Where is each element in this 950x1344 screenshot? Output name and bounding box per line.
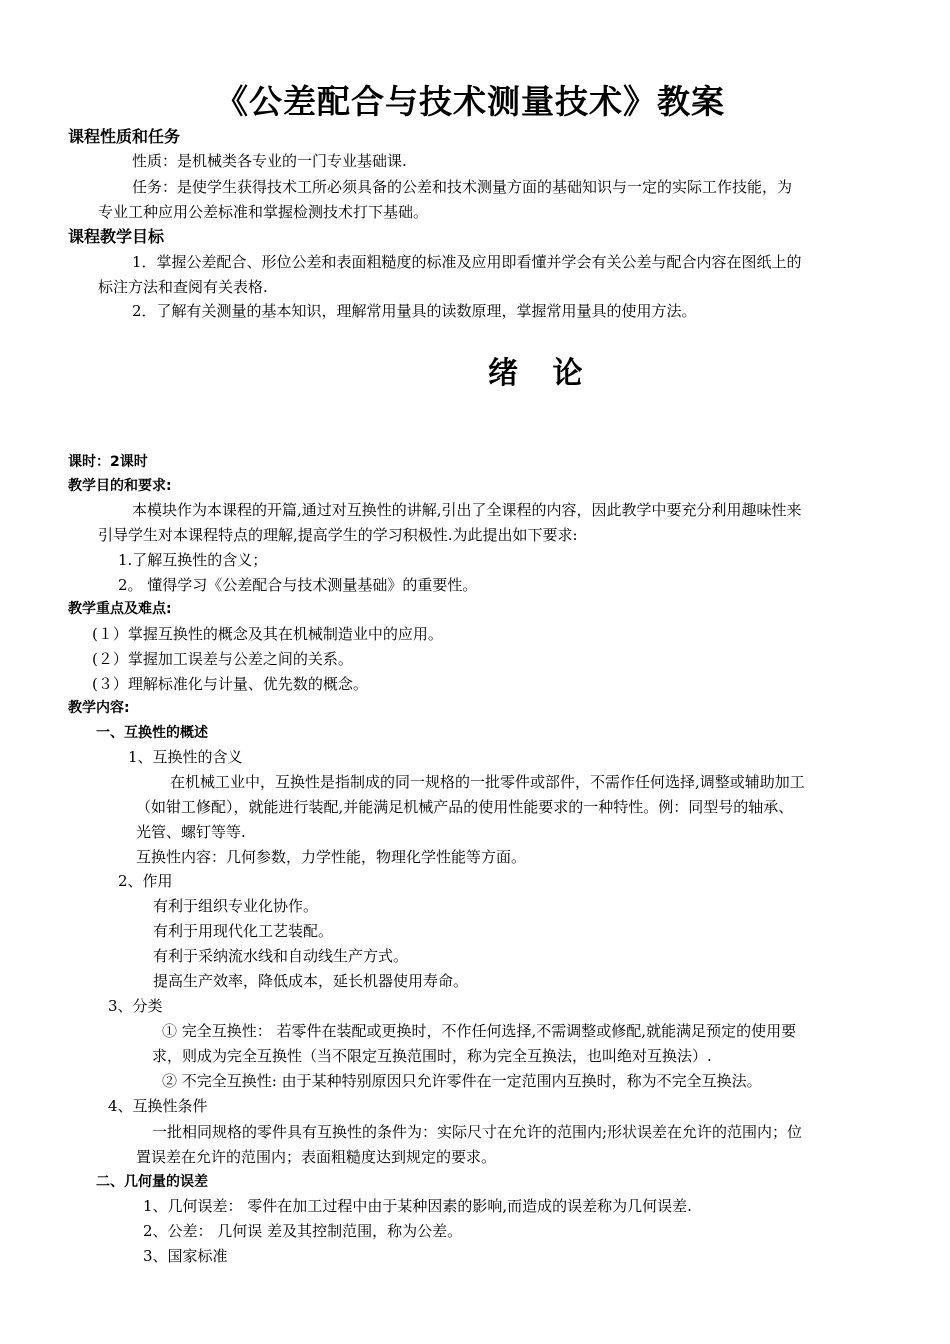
s1-1-para-line1: 在机械工业中，互换性是指制成的同一规格的一批零件或部件，不需作任何选择,调整或辅助加工 [170, 773, 805, 791]
chapter-title: 绪 论 [488, 356, 595, 391]
goal1-line2: 标注方法和查阅有关表格. [98, 278, 268, 296]
goals-heading: 课程教学目标 [68, 227, 165, 246]
purpose-heading: 教学目的和要求: [68, 478, 172, 494]
hours-label: 课时：2课时 [68, 454, 148, 470]
keypoint-1: (１）掌握互换性的概念及其在机械制造业中的应用。 [92, 625, 443, 643]
s1-3-item-a-line1: ① 完全互换性： 若零件在装配或更换时，不作任何选择,不需调整或修配,就能满足预定的使用要 [162, 1022, 797, 1040]
s1-3-item-b: ② 不完全互换性: 由于某种特别原因只允许零件在一定范围内互换时，称为不完全互换法。 [162, 1072, 762, 1090]
subsection-2-1: 1、几何误差： 零件在加工过程中由于某种因素的影响,而造成的误差称为几何误差. [143, 1197, 692, 1215]
purpose-line2: 引导学生对本课程特点的理解,提高学生的学习积极性.为此提出如下要求: [98, 526, 578, 544]
subsection-2-2: 2、公差： 几何误 差及其控制范围，称为公差。 [143, 1222, 463, 1240]
s1-1-para-line2: （如钳工修配），就能进行装配,并能满足机械产品的使用性能要求的一种特性。例：同型号的轴承、 [136, 798, 794, 816]
nature-text: 性质：是机械类各专业的一门专业基础课. [132, 152, 407, 170]
task-text-line1: 任务：是使学生获得技术工所必须具备的公差和技术测量方面的基础知识与一定的实际工作技能，为 [132, 178, 793, 196]
s1-1-para-line3: 光管、螺钉等等. [136, 823, 246, 841]
task-text-line2: 专业工种应用公差标准和掌握检测技术打下基础。 [98, 203, 429, 221]
s1-3-item-a-line2: 求，则成为完全互换性（当不限定互换范围时，称为完全互换法，也叫绝对互换法）. [152, 1047, 712, 1065]
s1-2-item-a: 有利于组织专业化协作。 [153, 897, 319, 915]
goal2-text: 2．了解有关测量的基本知识，理解常用量具的读数原理，掌握常用量具的使用方法。 [132, 302, 697, 320]
s1-1-para-line4: 互换性内容：几何参数，力学性能，物理化学性能等方面。 [136, 848, 527, 866]
s1-4-para-line1: 一批相同规格的零件具有互换性的条件为：实际尺寸在允许的范围内;形状误差在允许的范围内；位 [152, 1123, 803, 1141]
subsection-1-4: 4、互换性条件 [108, 1097, 208, 1115]
document-title: 《公差配合与技术测量技术》教案 [215, 82, 725, 121]
subsection-2-3: 3、国家标准 [143, 1247, 228, 1265]
subsection-1-3: 3、分类 [108, 997, 163, 1015]
requirement-2: 2。 懂得学习《公差配合与技术测量基础》的重要性。 [118, 576, 478, 594]
keypoints-heading: 教学重点及难点: [68, 601, 172, 617]
course-nature-heading: 课程性质和任务 [68, 127, 181, 146]
section-1-heading: 一、互换性的概述 [96, 725, 208, 741]
subsection-1-2: 2、作用 [118, 872, 173, 890]
keypoint-3: (３）理解标准化与计量、优先数的概念。 [92, 675, 368, 693]
content-heading: 教学内容: [68, 700, 130, 716]
s1-2-item-d: 提高生产效率，降低成本，延长机器使用寿命。 [153, 972, 469, 990]
requirement-1: 1.了解互换性的含义； [118, 551, 268, 569]
keypoint-2: (２）掌握加工误差与公差之间的关系。 [92, 650, 353, 668]
purpose-line1: 本模块作为本课程的开篇,通过对互换性的讲解,引出了全课程的内容，因此教学中要充分利用趣味性来 [132, 501, 802, 519]
s1-2-item-c: 有利于采纳流水线和自动线生产方式。 [153, 947, 409, 965]
s1-2-item-b: 有利于用现代化工艺装配。 [153, 922, 334, 940]
s1-4-para-line2: 置误差在允许的范围内；表面粗糙度达到规定的要求。 [136, 1148, 497, 1166]
section-2-heading: 二、几何量的误差 [96, 1174, 208, 1190]
subsection-1-1: 1、互换性的含义 [128, 748, 243, 766]
goal1-line1: 1．掌握公差配合、形位公差和表面粗糙度的标准及应用即看懂并学会有关公差与配合内容在图纸上的 [132, 253, 802, 271]
